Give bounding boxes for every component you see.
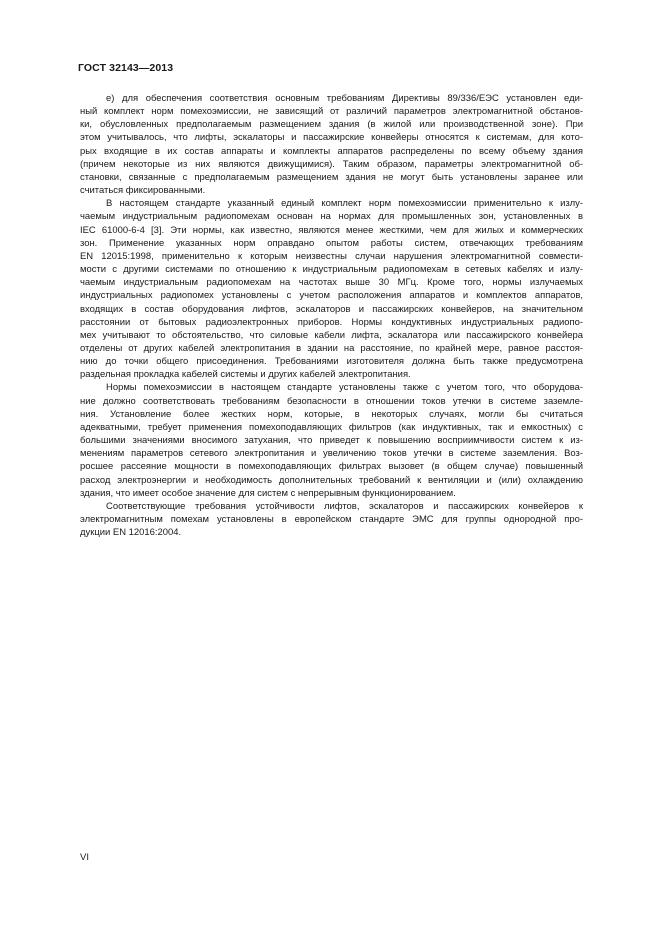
text-line: рых входящие в их состав аппараты и комплекты аппаратов распределены по всему объему здания xyxy=(80,145,583,157)
text-line: мех учитывают то обстоятельство, что силовые кабели лифта, эскалатора или пассажирского конвейера xyxy=(80,329,583,341)
text-line: здания, что имеет особое значение для систем с непрерывным функционированием. xyxy=(80,487,456,499)
text-line: расстоянии от бытовых радиоэлектронных приборов. Нормы кондуктивных индустриальных радиопо- xyxy=(80,316,583,328)
text-line: ный комплект норм помехоэмиссии, не зависящий от различий параметров электромагнитной обстанов- xyxy=(80,106,583,118)
paragraph xyxy=(80,92,583,197)
paragraph xyxy=(80,197,583,381)
text-line: электромагнитным помехам установлены в европейском стандарте ЭМС для группы однородной про- xyxy=(80,514,583,525)
text-line: дукции EN 12016:2004. xyxy=(80,527,182,539)
text-line: ния. Установление более жестких норм, которые, в некоторых случаях, могли бы считаться xyxy=(80,408,583,420)
text-line: Соответствующие требования устойчивости лифтов, эскалаторов и пассажирских конвейеров к xyxy=(106,500,583,512)
text-line: индустриальных радиопомех установлены с учетом расположения аппаратов и комплектов аппаратов, xyxy=(80,290,583,302)
paragraph xyxy=(80,500,583,539)
text-line: этом учитывалось, что лифты, эскалаторы и пассажирские конвейеры относятся к системам, для кото- xyxy=(80,132,583,144)
text-line: ние должно соответствовать требованиям безопасности в отношении токов утечки в системе заземле- xyxy=(80,395,583,407)
text-line: В настоящем стандарте указанный единый комплект норм помехоэмиссии применительно к излу- xyxy=(106,198,583,210)
paragraph xyxy=(80,381,583,499)
page-footer xyxy=(80,852,89,863)
text-line: расход электроэнергии и необходимость дополнительных требований к вентиляции и (или) охлаждению xyxy=(80,474,583,486)
standard-number: ГОСТ 32143—2013 xyxy=(78,62,174,74)
text-line: нию до точки общего присоединения. Требованиями изготовителя должна быть также предусмотрена xyxy=(80,356,583,368)
text-line: адекватными, требует применения помехоподавляющих фильтров (как индуктивных, так и емкостных) с xyxy=(80,421,583,433)
text-line: менениям параметров сетевого электропитания и увеличению токов утечки в системе заземления. Воз- xyxy=(80,448,583,460)
document-body xyxy=(80,92,583,539)
text-line: Нормы помехоэмиссии в настоящем стандарте установлены также с учетом того, что оборудова- xyxy=(106,382,583,394)
text-line: чаемым индустриальным радиопомехам основан на нормах для промышленных зон, установленных в xyxy=(80,211,583,223)
text-line: мости с другими системами по отношению к индустриальным радиопомехам в сетевых кабелях и излу- xyxy=(80,264,583,276)
text-line: е) для обеспечения соответствия основным требованиям Директивы 89/336/ЕЭС установлен еди- xyxy=(106,93,583,104)
text-line: раздельная прокладка кабелей системы и других кабелей электропитания. xyxy=(80,369,411,381)
text-line: большими значениями вносимого затухания, что приведет к повышению восприимчивости систем к из- xyxy=(80,435,583,447)
text-line: чаемым индустриальным радиопомехам на частотах выше 30 МГц. Кроме того, нормы излучаемых xyxy=(80,277,583,289)
text-line: зон. Применение указанных норм оправдано опытом работы систем, отвечающих требованиям xyxy=(80,237,583,249)
text-line: IEC 61000-6-4 [3]. Эти нормы, как известно, являются менее жесткими, чем для жилых и коммерческих xyxy=(80,224,583,236)
text-line: считаться фиксированными. xyxy=(80,185,206,197)
text-line: входящих в состав оборудования лифтов, эскалаторов и пассажирских конвейеров, на значительном xyxy=(80,303,583,315)
text-line: (причем некоторые из них являются движущимися). Таким образом, параметры электромагнитной об- xyxy=(80,158,583,170)
text-line: EN 12015:1998, применительно к которым неизвестны случаи нарушения электромагнитной совмести- xyxy=(80,250,583,262)
page-number: VI xyxy=(80,852,89,863)
text-line: росшее рассеяние мощности в помехоподавляющих фильтрах вызовет (в общем случае) повышенный xyxy=(80,461,583,473)
text-line: ки, обусловленных предполагаемым размещением здания (в жилой или производственной зоне). При xyxy=(80,119,583,131)
text-line: становки, связанные с предполагаемым размещением здания не могут быть установлены заранее или xyxy=(80,171,583,183)
document-header xyxy=(78,62,173,74)
text-line: отделены от других кабелей электропитания в здании на расстояние, по крайней мере, равное расстоя- xyxy=(80,342,583,354)
